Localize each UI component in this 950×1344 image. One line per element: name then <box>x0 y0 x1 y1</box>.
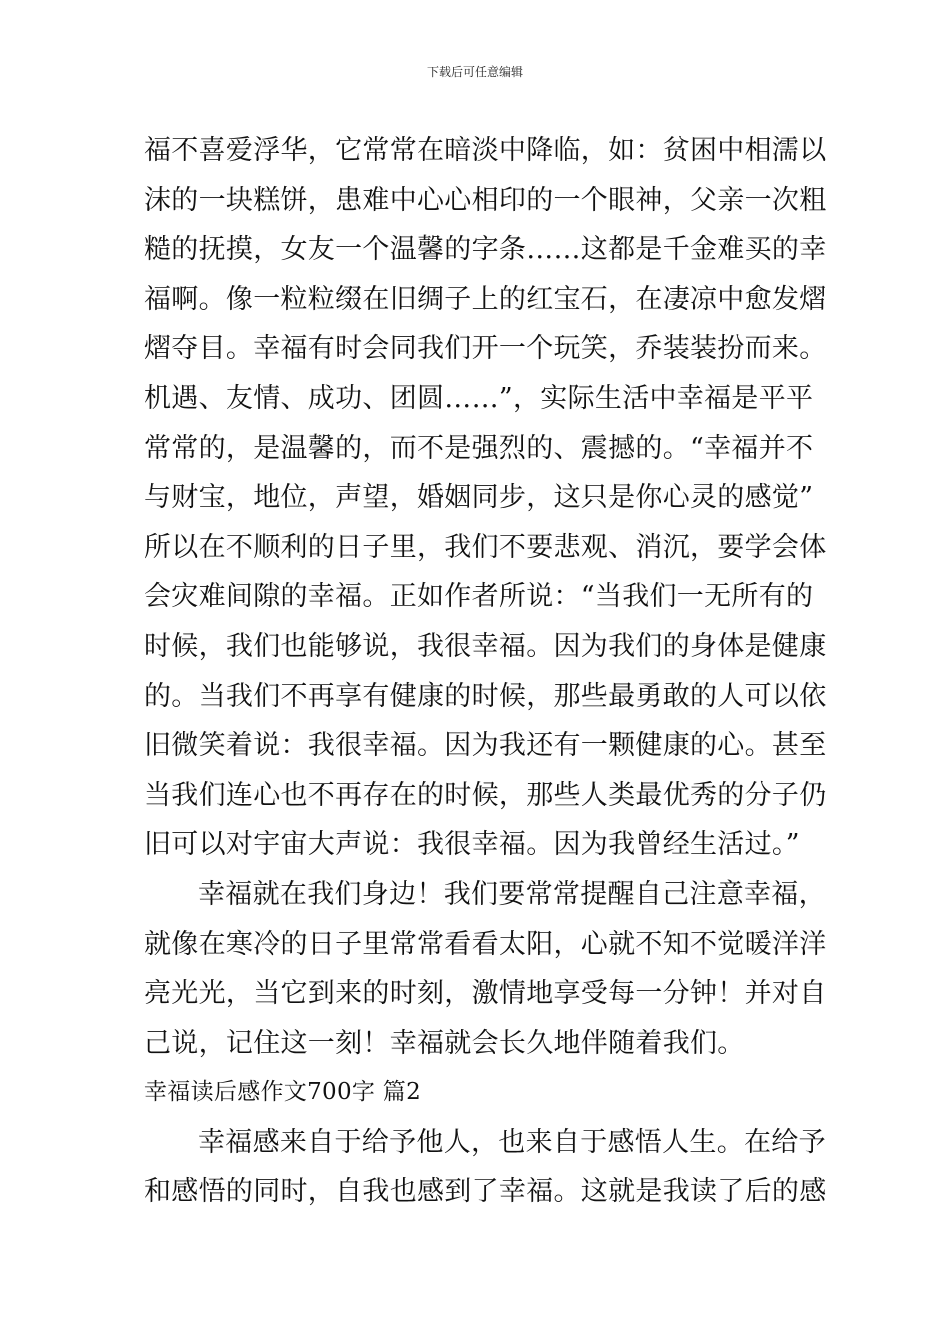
text-line: 旧可以对宇宙大声说：我很幸福。因为我曾经生活过。” <box>144 829 800 861</box>
text-line: 所以在不顺利的日子里，我们不要悲观、消沉，要学会体 <box>144 531 827 563</box>
text-line: 福啊。像一粒粒缀在旧绸子上的红宝石，在凄凉中愈发熠 <box>144 283 827 315</box>
text-line: 会灾难间隙的幸福。正如作者所说：“当我们一无所有的 <box>144 581 814 613</box>
document-body <box>144 126 827 1217</box>
text-line: 时候，我们也能够说，我很幸福。因为我们的身体是健康 <box>144 630 827 662</box>
text-line: 己说，记住这一刻！幸福就会长久地伴随着我们。 <box>144 1027 745 1059</box>
paragraph-first-line: 幸福就在我们身边！我们要常常提醒自己注意幸福， <box>198 878 826 910</box>
text-line: 常常的，是温馨的，而不是强烈的、震撼的。“幸福并不 <box>144 432 814 464</box>
text-line: 就像在寒冷的日子里常常看看太阳，心就不知不觉暖洋洋 <box>144 928 827 960</box>
text-line: 当我们连心也不再存在的时候，那些人类最优秀的分子仍 <box>144 779 827 811</box>
text-line: 熠夺目。幸福有时会同我们开一个玩笑，乔装装扮而来。 <box>144 333 827 365</box>
text-line: 旧微笑着说：我很幸福。因为我还有一颗健康的心。甚至 <box>144 730 827 762</box>
text-line: 糙的抚摸，女友一个温馨的字条……这都是千金难买的幸 <box>144 234 827 266</box>
text-line: 与财宝，地位，声望，婚姻同步，这只是你心灵的感觉” <box>144 482 814 514</box>
text-line: 的。当我们不再享有健康的时候，那些最勇敢的人可以依 <box>144 680 827 712</box>
text-line: 沫的一块糕饼，患难中心心相印的一个眼神，父亲一次粗 <box>144 184 827 216</box>
text-line: 福不喜爱浮华，它常常在暗淡中降临，如：贫困中相濡以 <box>144 135 827 166</box>
text-line: 机遇、友情、成功、团圆……”，实际生活中幸福是平平 <box>144 382 814 414</box>
paragraph-first-line: 幸福感来自于给予他人，也来自于感悟人生。在给予 <box>198 1126 826 1158</box>
text-line: 亮光光，当它到来的时刻，激情地享受每一分钟！并对自 <box>144 978 827 1010</box>
text-line: 和感悟的同时，自我也感到了幸福。这就是我读了后的感 <box>144 1176 827 1208</box>
section-heading: 幸福读后感作文700字 篇2 <box>144 1079 422 1106</box>
page-header-note: 下载后可任意编辑 <box>426 65 523 79</box>
